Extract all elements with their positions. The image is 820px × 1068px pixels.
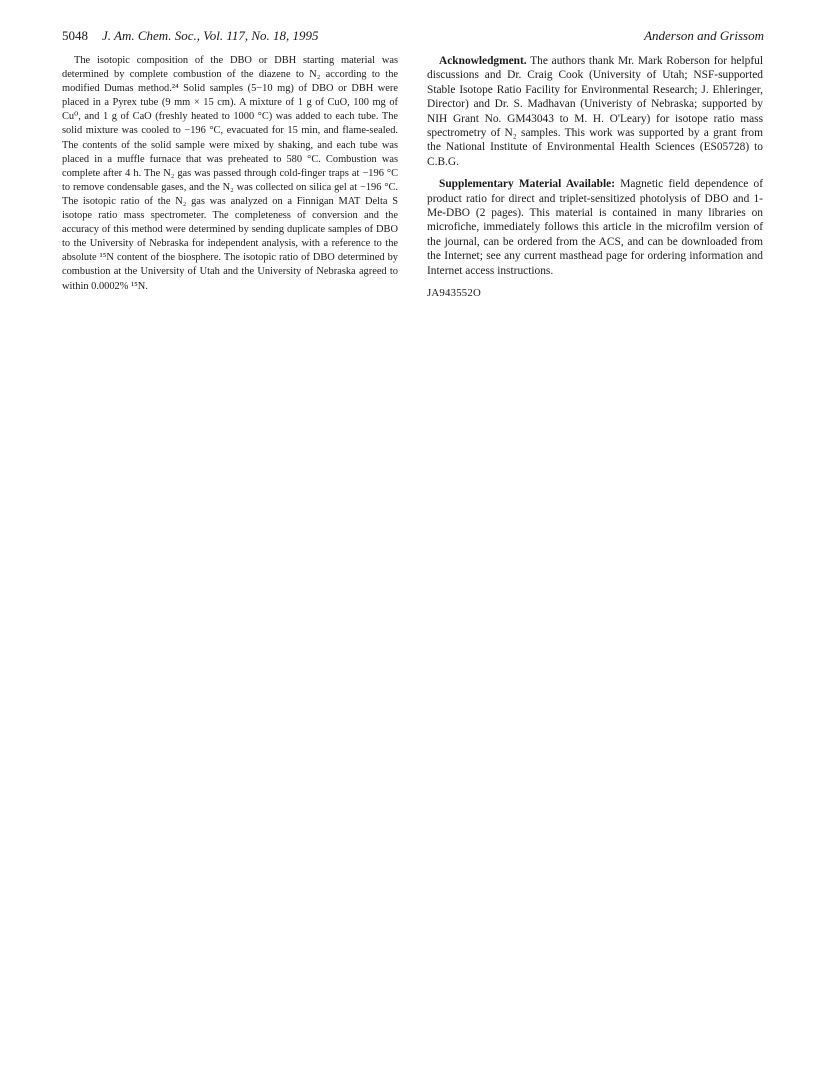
running-authors: Anderson and Grissom	[644, 28, 764, 43]
right-column	[427, 54, 763, 301]
acknowledgment-text: The authors thank Mr. Mark Roberson for helpful discussions and Dr. Craig Cook (University of Utah; NSF-supported Stable Isotope Ratio Facility for Environmental Research; J. Ehleringer, Director) and Dr. S. Madhavan (Univeristy of Nebraska; supported by NIH Grant No. GM43043 to M. H. O'Leary) for isotope ratio mass spectrometry of N₂ samples. This work was supported by a grant from the National Institute of Environmental Health Sciences (ES05728) to C.B.G.	[427, 55, 763, 168]
supplementary-paragraph	[427, 177, 763, 278]
acknowledgment-heading: Acknowledgment.	[439, 55, 527, 67]
experimental-paragraph: The isotopic composition of the DBO or DBH starting material was determined by complete combustion of the diazene to N₂ according to the modified Dumas method.²⁴ Solid samples (5−10 mg) of DBO or DBH were placed in a Pyrex tube (9 mm × 15 cm). A mixture of 1 g of CuO, 100 mg of Cu⁰, and 1 g of CaO (freshly heated to 1000 °C) was added to each tube. The solid mixture was cooled to −196 °C, evacuated for 15 min, and flame-sealed. The contents of the solid sample were mixed by shaking, and each tube was placed in a muffle furnace that was preheated to 580 °C. Combustion was complete after 4 h. The N₂ gas was passed through cold-finger traps at −196 °C to remove condensable gases, and the N₂ was collected on silica gel at −196 °C. The isotopic ratio of the N₂ gas was analyzed on a Finnigan MAT Delta S isotope ratio mass spectrometer. The completeness of conversion and the accuracy of this method were determined by sending duplicate samples of DBO to the University of Nebraska for independent analysis, with a reference to the absolute ¹⁵N content of the biosphere. The isotopic ratio of DBO determined by combustion at the University of Utah and the University of Nebraska agreed to within 0.0002% ¹⁵N.	[62, 55, 398, 292]
manuscript-id: JA943552O	[427, 287, 481, 300]
supplementary-text: Magnetic field dependence of product ratio for direct and triplet-sensitized photolysis of DBO and 1-Me-DBO (2 pages). This material is contained in many libraries on microfiche, immediately follows this article in the microfilm version of the journal, can be ordered from the ACS, and can be downloaded from the Internet; see any current masthead page for ordering information and Internet access instructions.	[427, 178, 763, 277]
running-header	[62, 27, 764, 45]
left-column	[62, 54, 398, 294]
page-number: 5048	[62, 28, 88, 43]
supplementary-heading: Supplementary Material Available:	[439, 178, 615, 191]
journal-citation: J. Am. Chem. Soc., Vol. 117, No. 18, 1995	[102, 28, 319, 43]
acknowledgment-paragraph	[427, 54, 763, 169]
